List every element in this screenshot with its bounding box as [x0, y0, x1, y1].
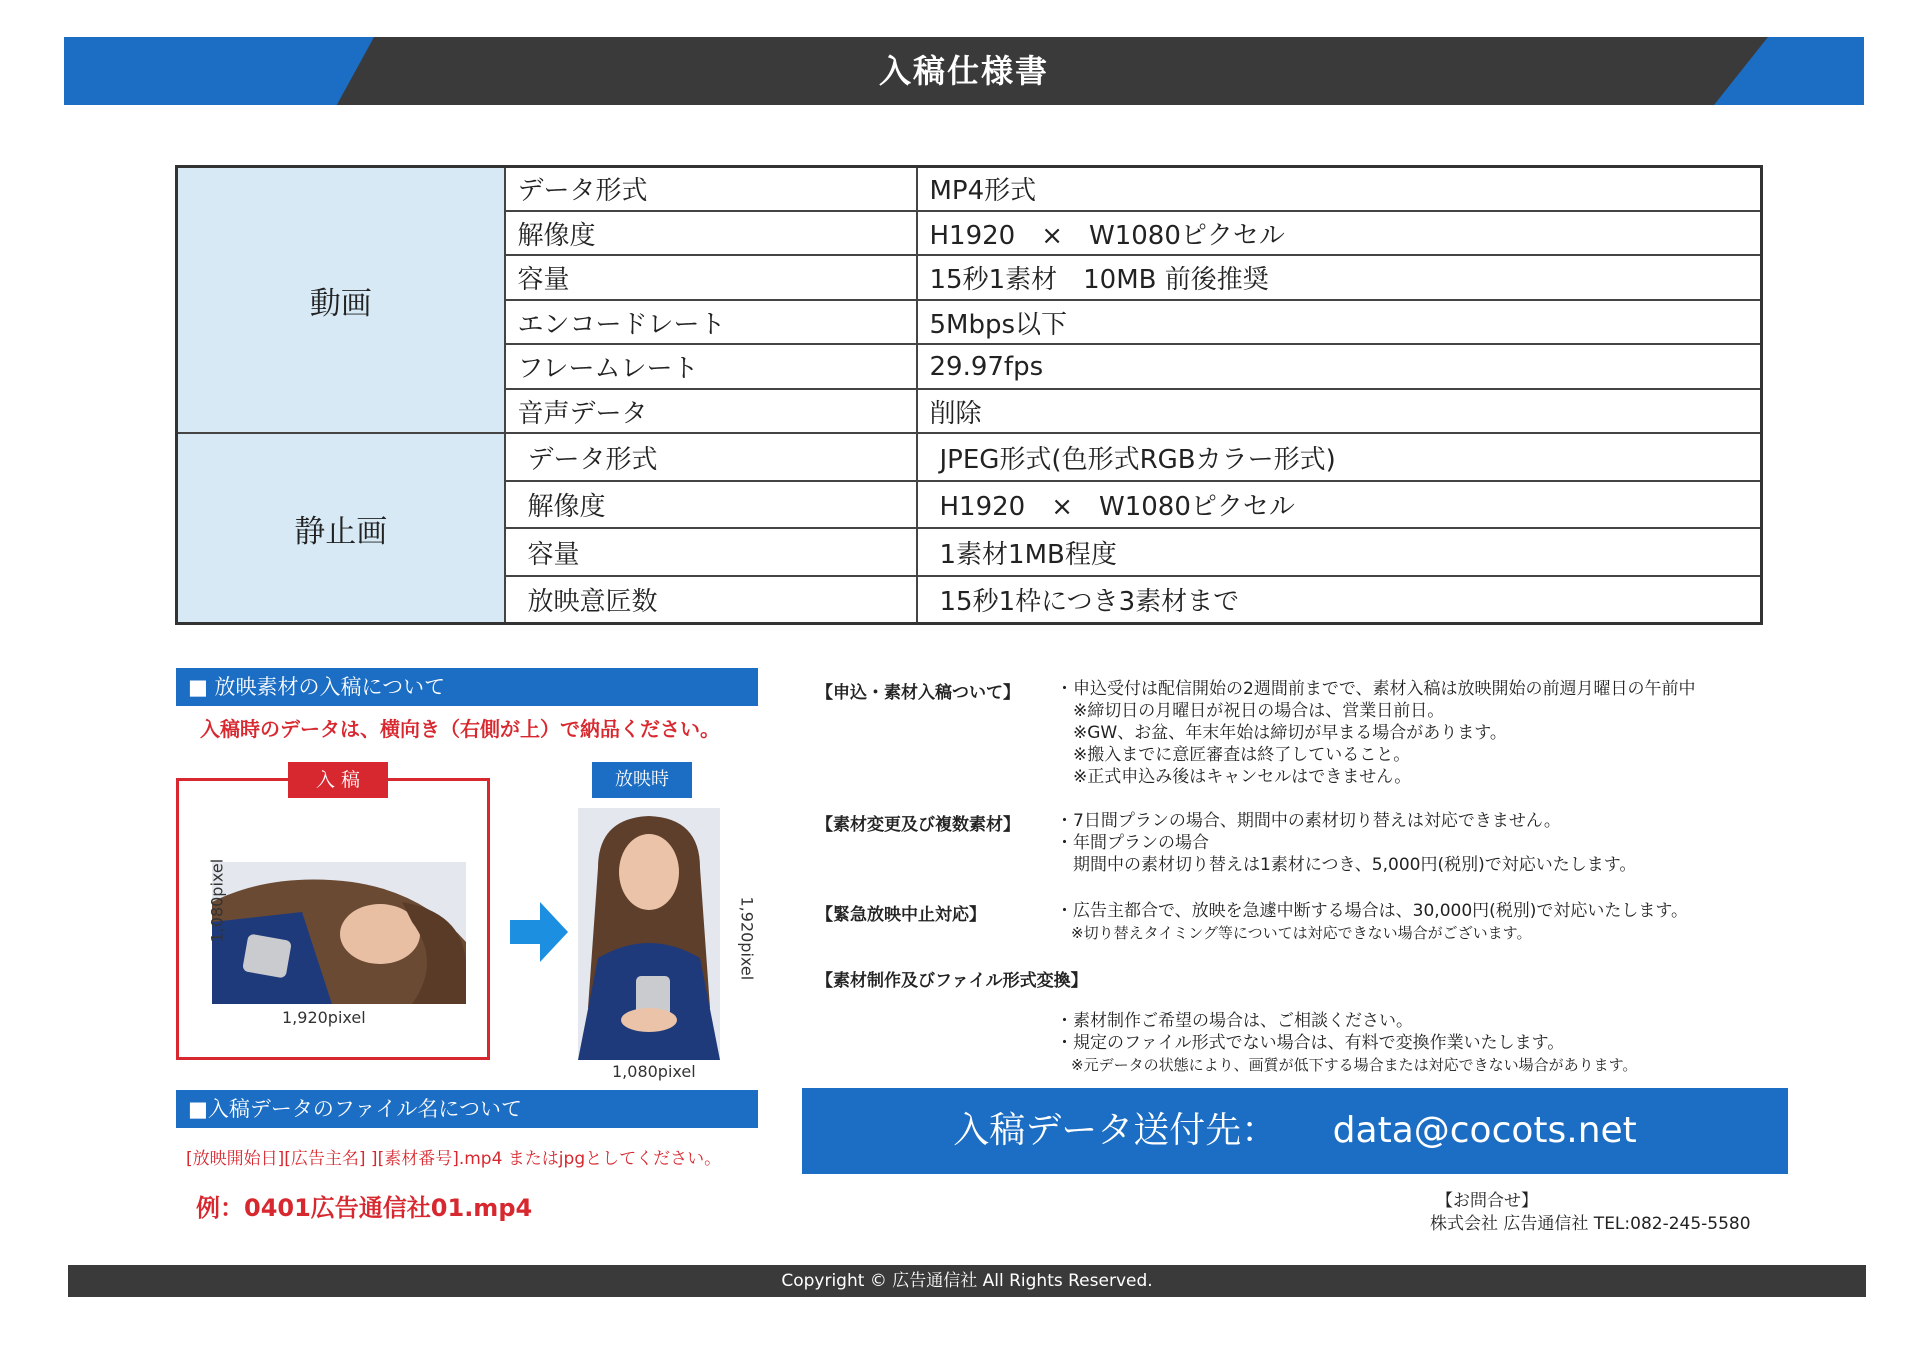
spec-label: 放映意匠数: [505, 576, 917, 624]
title-bar: [64, 37, 1864, 105]
note-line: ・素材制作ご希望の場合は、ご相談ください。: [1056, 1011, 1413, 1031]
contact-bar: [802, 1088, 1788, 1174]
note-line: ・年間プランの場合: [1056, 833, 1209, 853]
note-heading: 【素材変更及び複数素材】: [816, 815, 1020, 835]
footer-copyright: Copyright © 広告通信社 All Rights Reserved.: [68, 1265, 1866, 1297]
note-line: ※正式申込み後はキャンセルはできません。: [1056, 767, 1412, 787]
submission-header: ■ 放映素材の入稿について: [176, 668, 758, 706]
height-label-portrait: 1,920pixel: [737, 896, 757, 981]
filename-example: 例：0401広告通信社01.mp4: [196, 1194, 533, 1222]
page-title: 入稿仕様書: [878, 52, 1049, 90]
contact-email-link[interactable]: data@cocots.net: [1332, 1110, 1637, 1151]
filename-rule: [放映開始日][広告主名] ][素材番号].mp4 またはjpgとしてください。: [186, 1149, 722, 1169]
spec-value: 29.97fps: [917, 344, 1762, 388]
person-photo-icon: [578, 808, 720, 1060]
note-line: ・申込受付は配信開始の2週間前までで、素材入稿は放映開始の前週月曜日の午前中: [1056, 679, 1696, 699]
before-tag: 入 稿: [288, 762, 388, 798]
spec-value: H1920 × W1080ピクセル: [917, 211, 1762, 255]
note-line: ※元データの状態により、画質が低下する場合または対応できない場合があります。: [1056, 1056, 1638, 1074]
spec-value: JPEG形式(色形式RGBカラー形式): [917, 433, 1762, 481]
note-line: ※GW、お盆、年末年始は締切が早まる場合があります。: [1056, 723, 1507, 743]
spec-label: 容量: [505, 255, 917, 299]
spec-label: データ形式: [505, 167, 917, 211]
note-line: 期間中の素材切り替えは1素材につき、5,000円(税別)で対応いたします。: [1056, 855, 1637, 875]
spec-value: 1素材1MB程度: [917, 528, 1762, 576]
spec-label: 容量: [505, 528, 917, 576]
spec-value: H1920 × W1080ピクセル: [917, 481, 1762, 529]
spec-label: 音声データ: [505, 389, 917, 433]
note-heading: 【申込・素材入稿ついて】: [816, 683, 1020, 703]
submission-note: 入稿時のデータは、横向き（右側が上）で納品ください。: [200, 717, 720, 741]
after-tag: 放映時: [592, 762, 692, 798]
spec-label: エンコードレート: [505, 300, 917, 344]
category-still: 静止画: [177, 433, 505, 623]
note-body: [1056, 678, 1695, 788]
spec-value: 5Mbps以下: [917, 300, 1762, 344]
note-line: ※搬入までに意匠審査は終了していること。: [1056, 745, 1411, 765]
height-label-landscape: 1,080pixel: [207, 858, 227, 943]
spec-label: フレームレート: [505, 344, 917, 388]
spec-label: データ形式: [505, 433, 917, 481]
person-photo-icon: [212, 862, 466, 1004]
spec-label: 解像度: [505, 481, 917, 529]
note-heading: 【素材制作及びファイル形式変換】: [816, 971, 1088, 991]
note-line: ・7日間プランの場合、期間中の素材切り替えは対応できません。: [1056, 811, 1561, 831]
note-line: ※切り替えタイミング等については対応できない場合がございます。: [1056, 924, 1532, 942]
inquiry-block: [1430, 1190, 1751, 1236]
filename-header: ■入稿データのファイル名について: [176, 1090, 758, 1128]
spec-table: [175, 165, 1763, 625]
spec-value: MP4形式: [917, 167, 1762, 211]
note-line: ※締切日の月曜日が祝日の場合は、営業日前日。: [1056, 701, 1445, 721]
spec-value: 15秒1枠につき3素材まで: [917, 576, 1762, 624]
category-video: 動画: [177, 167, 505, 434]
note-heading: 【緊急放映中止対応】: [816, 905, 986, 925]
note-line: ・広告主都合で、放映を急遽中断する場合は、30,000円(税別)で対応いたします。: [1056, 901, 1689, 921]
note-body: [1056, 900, 1688, 944]
arrow-right-icon: [510, 902, 568, 962]
note-body: [1056, 810, 1636, 876]
spec-label: 解像度: [505, 211, 917, 255]
note-body: [1056, 1010, 1637, 1076]
inquiry-company: 株式会社 広告通信社 TEL:082-245-5580: [1430, 1214, 1751, 1234]
portrait-photo: [578, 808, 720, 1060]
note-line: ・規定のファイル形式でない場合は、有料で変換作業いたします。: [1056, 1033, 1565, 1053]
spec-value: 削除: [917, 389, 1762, 433]
width-label-portrait: 1,080pixel: [612, 1062, 696, 1081]
spec-value: 15秒1素材 10MB 前後推奨: [917, 255, 1762, 299]
contact-label: 入稿データ送付先：: [953, 1110, 1278, 1151]
landscape-photo: [212, 862, 466, 1004]
inquiry-heading: 【お問合せ】: [1436, 1191, 1538, 1211]
width-label-landscape: 1,920pixel: [282, 1008, 366, 1027]
